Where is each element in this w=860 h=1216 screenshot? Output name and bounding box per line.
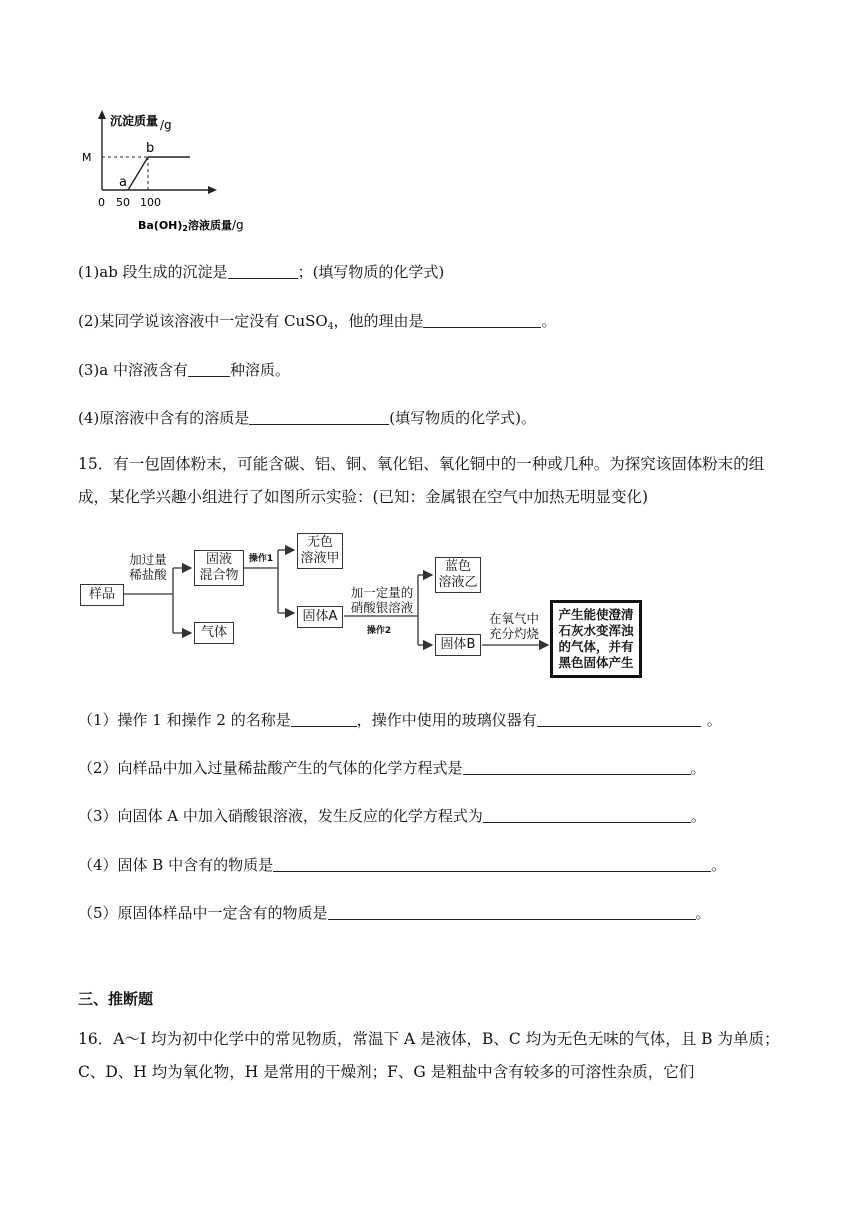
add-hcl-label: 加过量 稀盐酸 bbox=[129, 552, 167, 582]
q15-part2: （2）向样品中加入过量稀盐酸产生的气体的化学方程式是 。 bbox=[78, 759, 706, 777]
answer-blank[interactable] bbox=[483, 808, 691, 823]
answer-blank[interactable] bbox=[423, 313, 541, 328]
q14-part4: (4)原溶液中含有的溶质是 (填写物质的化学式)。 bbox=[78, 409, 536, 427]
sample-box: 样品 bbox=[80, 584, 124, 606]
answer-blank[interactable] bbox=[463, 760, 691, 775]
answer-blank[interactable] bbox=[249, 410, 389, 425]
result-box: 产生能使澄清 石灰水变浑浊 的气体，并有 黑色固体产生 bbox=[550, 600, 642, 678]
q15-part3: （3）向固体 A 中加入硝酸银溶液，发生反应的化学方程式为 。 bbox=[78, 807, 706, 825]
answer-blank[interactable] bbox=[328, 905, 696, 920]
y-axis-label: 沉淀质量 bbox=[110, 114, 159, 128]
operation-2-label: 操作2 bbox=[366, 626, 392, 636]
y-axis-arrow bbox=[98, 110, 106, 119]
gas-box: 气体 bbox=[194, 622, 234, 644]
point-a-label: a bbox=[119, 175, 127, 190]
q15-part1: （1）操作 1 和操作 2 的名称是 ，操作中使用的玻璃仪器有 。 bbox=[78, 711, 722, 729]
q16-text: 16．A～I 均为初中化学中的常见物质，常温下 A 是液体，B、C 均为无色无味的气体，且 B 为单质；C、D、H 均为氧化物，H 是常用的干燥剂；F、G 是粗盐中含有较多的可溶性杂质，它们 bbox=[78, 1030, 780, 1081]
precipitate-graph bbox=[70, 105, 290, 235]
point-b-label: b bbox=[146, 141, 155, 156]
q15-intro: 15．有一包固体粉末，可能含碳、铝、铜、氧化铝、氧化铜中的一种或几种。为探究该固体粉末的组成，某化学兴趣小组进行了如图所示实验：(已知：金属银在空气中加热无明显变化) bbox=[78, 455, 765, 506]
operation-1-label: 操作1 bbox=[248, 554, 274, 564]
answer-blank[interactable] bbox=[228, 264, 298, 279]
q15-part5: （5）原固体样品中一定含有的物质是 。 bbox=[78, 904, 711, 922]
q15-part4: （4）固体 B 中含有的物质是 。 bbox=[78, 856, 727, 874]
burn-in-oxygen-label: 在氧气中 充分灼烧 bbox=[488, 611, 539, 641]
colorless-solution-box: 无色 溶液甲 bbox=[297, 533, 343, 569]
solid-liquid-mixture-box: 固液 混合物 bbox=[194, 550, 244, 586]
q14-part2: (2)某同学说该溶液中一定没有 CuSO$_4$，他的理由是 。 bbox=[78, 312, 557, 332]
answer-blank[interactable] bbox=[188, 362, 230, 377]
tick-50: 50 bbox=[116, 196, 130, 209]
rise-segment bbox=[128, 157, 148, 190]
m-label: M bbox=[82, 151, 92, 164]
tick-0: 0 bbox=[98, 196, 105, 209]
q14-part3: (3)a 中溶液含有 种溶质。 bbox=[78, 361, 290, 379]
answer-blank[interactable] bbox=[273, 857, 711, 872]
section-title: 三、推断题 bbox=[78, 990, 154, 1008]
x-axis-label: Ba(OH)2溶液质量/g bbox=[138, 218, 244, 233]
blue-solution-box: 蓝色 溶液乙 bbox=[435, 557, 481, 593]
tick-100: 100 bbox=[140, 196, 161, 209]
graph-svg bbox=[70, 105, 290, 235]
q14-part1: (1)ab 段生成的沉淀是 ；(填写物质的化学式) bbox=[78, 263, 445, 281]
x-axis-arrow bbox=[208, 186, 217, 194]
y-axis-unit: /g bbox=[160, 118, 172, 132]
add-agno3-label: 加一定量的 硝酸银溶液 bbox=[350, 585, 414, 615]
experiment-flowchart bbox=[78, 530, 678, 690]
answer-blank[interactable] bbox=[537, 712, 701, 727]
answer-blank[interactable] bbox=[291, 712, 357, 727]
solid-b-box: 固体B bbox=[435, 634, 481, 656]
solid-a-box: 固体A bbox=[297, 606, 343, 628]
